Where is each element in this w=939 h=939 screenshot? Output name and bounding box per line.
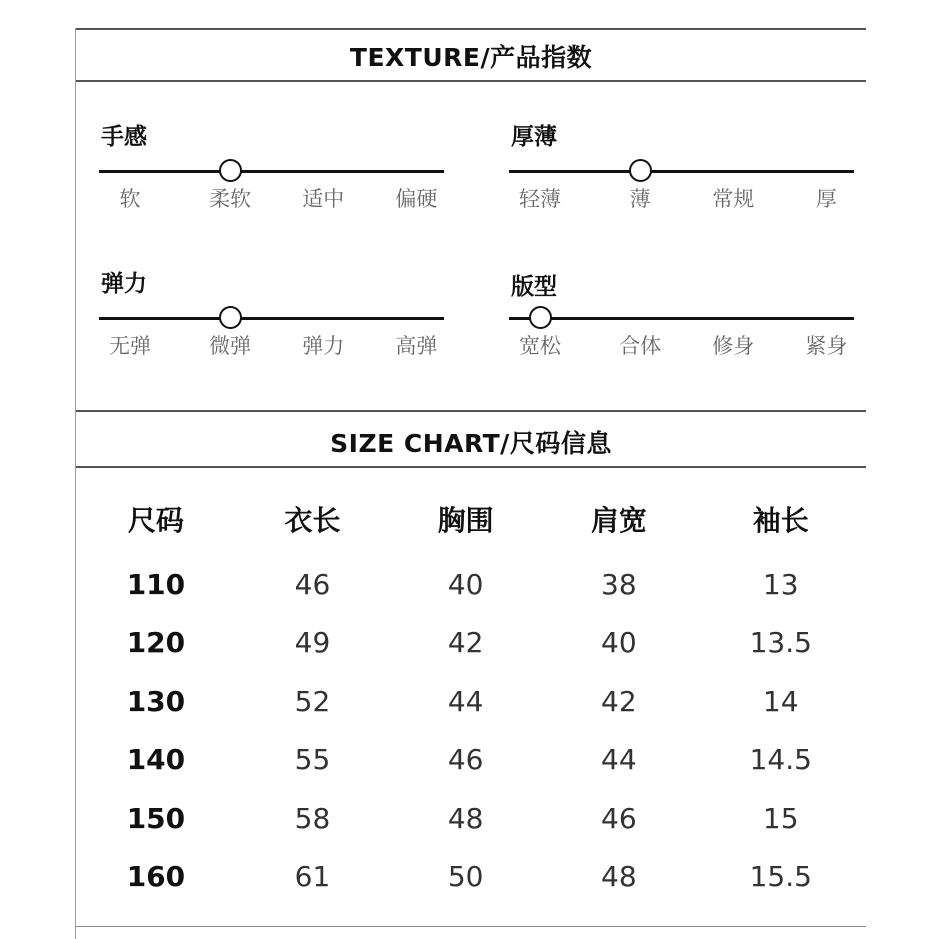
table-header-row — [76, 483, 866, 555]
metric-option: 偏硬 — [395, 187, 438, 211]
metric-option: 薄 — [629, 187, 651, 211]
product-info-card — [75, 28, 866, 939]
metric-option: 弹力 — [302, 334, 345, 358]
metric-option: 宽松 — [519, 334, 562, 358]
size-cell: 110 — [126, 567, 186, 601]
metric-title: 版型 — [511, 274, 557, 300]
metric-option: 适中 — [302, 187, 345, 211]
table-row — [76, 614, 866, 673]
chest-cell: 40 — [447, 567, 484, 601]
metric-option: 常规 — [712, 187, 755, 211]
divider-size-header — [76, 466, 866, 468]
metric-indicator — [219, 159, 242, 182]
size-cell: 140 — [126, 743, 186, 777]
length-cell: 46 — [294, 567, 331, 601]
texture-title: TEXTURE/产品指数 — [349, 43, 593, 72]
shoulder-cell: 42 — [601, 684, 637, 718]
metric-option: 厚 — [815, 187, 837, 211]
metric-option: 轻薄 — [519, 187, 562, 211]
length-cell: 52 — [294, 684, 331, 718]
sleeve-cell: 13.5 — [749, 626, 812, 660]
length-cell: 49 — [294, 626, 331, 660]
metric-title: 厚薄 — [511, 124, 557, 150]
sleeve-cell: 14.5 — [749, 743, 812, 777]
shoulder-cell: 48 — [601, 860, 637, 894]
metric-option: 修身 — [712, 334, 755, 358]
table-row — [76, 789, 866, 848]
metric-option: 柔软 — [209, 187, 252, 211]
sleeve-cell: 13 — [762, 567, 799, 601]
metric-track — [509, 317, 854, 320]
divider-texture — [76, 80, 866, 82]
size-cell: 160 — [126, 860, 186, 894]
divider-top — [76, 28, 866, 30]
shoulder-cell: 40 — [601, 626, 637, 660]
metric-fit — [509, 268, 854, 378]
divider-bottom — [76, 926, 866, 927]
column-header-chest: 胸围 — [437, 504, 494, 537]
length-cell: 55 — [294, 743, 331, 777]
metric-indicator — [529, 306, 552, 329]
size-cell: 130 — [126, 684, 186, 718]
column-header-sleeve: 袖长 — [752, 504, 809, 537]
size-cell: 150 — [126, 801, 186, 835]
shoulder-cell: 38 — [601, 567, 637, 601]
metric-option: 无弹 — [109, 334, 152, 358]
metric-indicator — [219, 306, 242, 329]
metric-thickness — [509, 118, 854, 228]
metric-hand-feel — [99, 118, 444, 228]
shoulder-cell: 46 — [601, 801, 637, 835]
metric-track — [509, 170, 854, 173]
chest-cell: 48 — [447, 801, 484, 835]
metric-track — [99, 317, 444, 320]
sleeve-cell: 15 — [762, 801, 799, 835]
column-header-size: 尺码 — [127, 504, 184, 537]
sleeve-cell: 14 — [762, 684, 799, 718]
metric-option: 微弹 — [209, 334, 252, 358]
size-chart-title: SIZE CHART/尺码信息 — [330, 429, 612, 458]
chest-cell: 42 — [447, 626, 484, 660]
chest-cell: 46 — [447, 743, 484, 777]
metric-title: 手感 — [101, 124, 147, 150]
metric-track — [99, 170, 444, 173]
shoulder-cell: 44 — [601, 743, 637, 777]
metric-option: 合体 — [619, 334, 662, 358]
length-cell: 61 — [294, 860, 331, 894]
chest-cell: 44 — [447, 684, 484, 718]
table-row — [76, 555, 866, 614]
chest-cell: 50 — [447, 860, 484, 894]
divider-size-top — [76, 410, 866, 412]
table-row — [76, 848, 866, 907]
metric-indicator — [629, 159, 652, 182]
column-header-shoulder: 肩宽 — [590, 504, 647, 537]
column-header-length: 衣长 — [284, 504, 341, 537]
table-row — [76, 731, 866, 790]
metric-option: 高弹 — [395, 334, 438, 358]
metric-elasticity — [99, 265, 444, 375]
size-table — [76, 483, 866, 906]
size-cell: 120 — [126, 626, 186, 660]
table-row — [76, 672, 866, 731]
metric-title: 弹力 — [101, 271, 147, 297]
length-cell: 58 — [294, 801, 331, 835]
metric-option: 软 — [119, 187, 141, 211]
metric-option: 紧身 — [805, 334, 848, 358]
sleeve-cell: 15.5 — [749, 860, 812, 894]
